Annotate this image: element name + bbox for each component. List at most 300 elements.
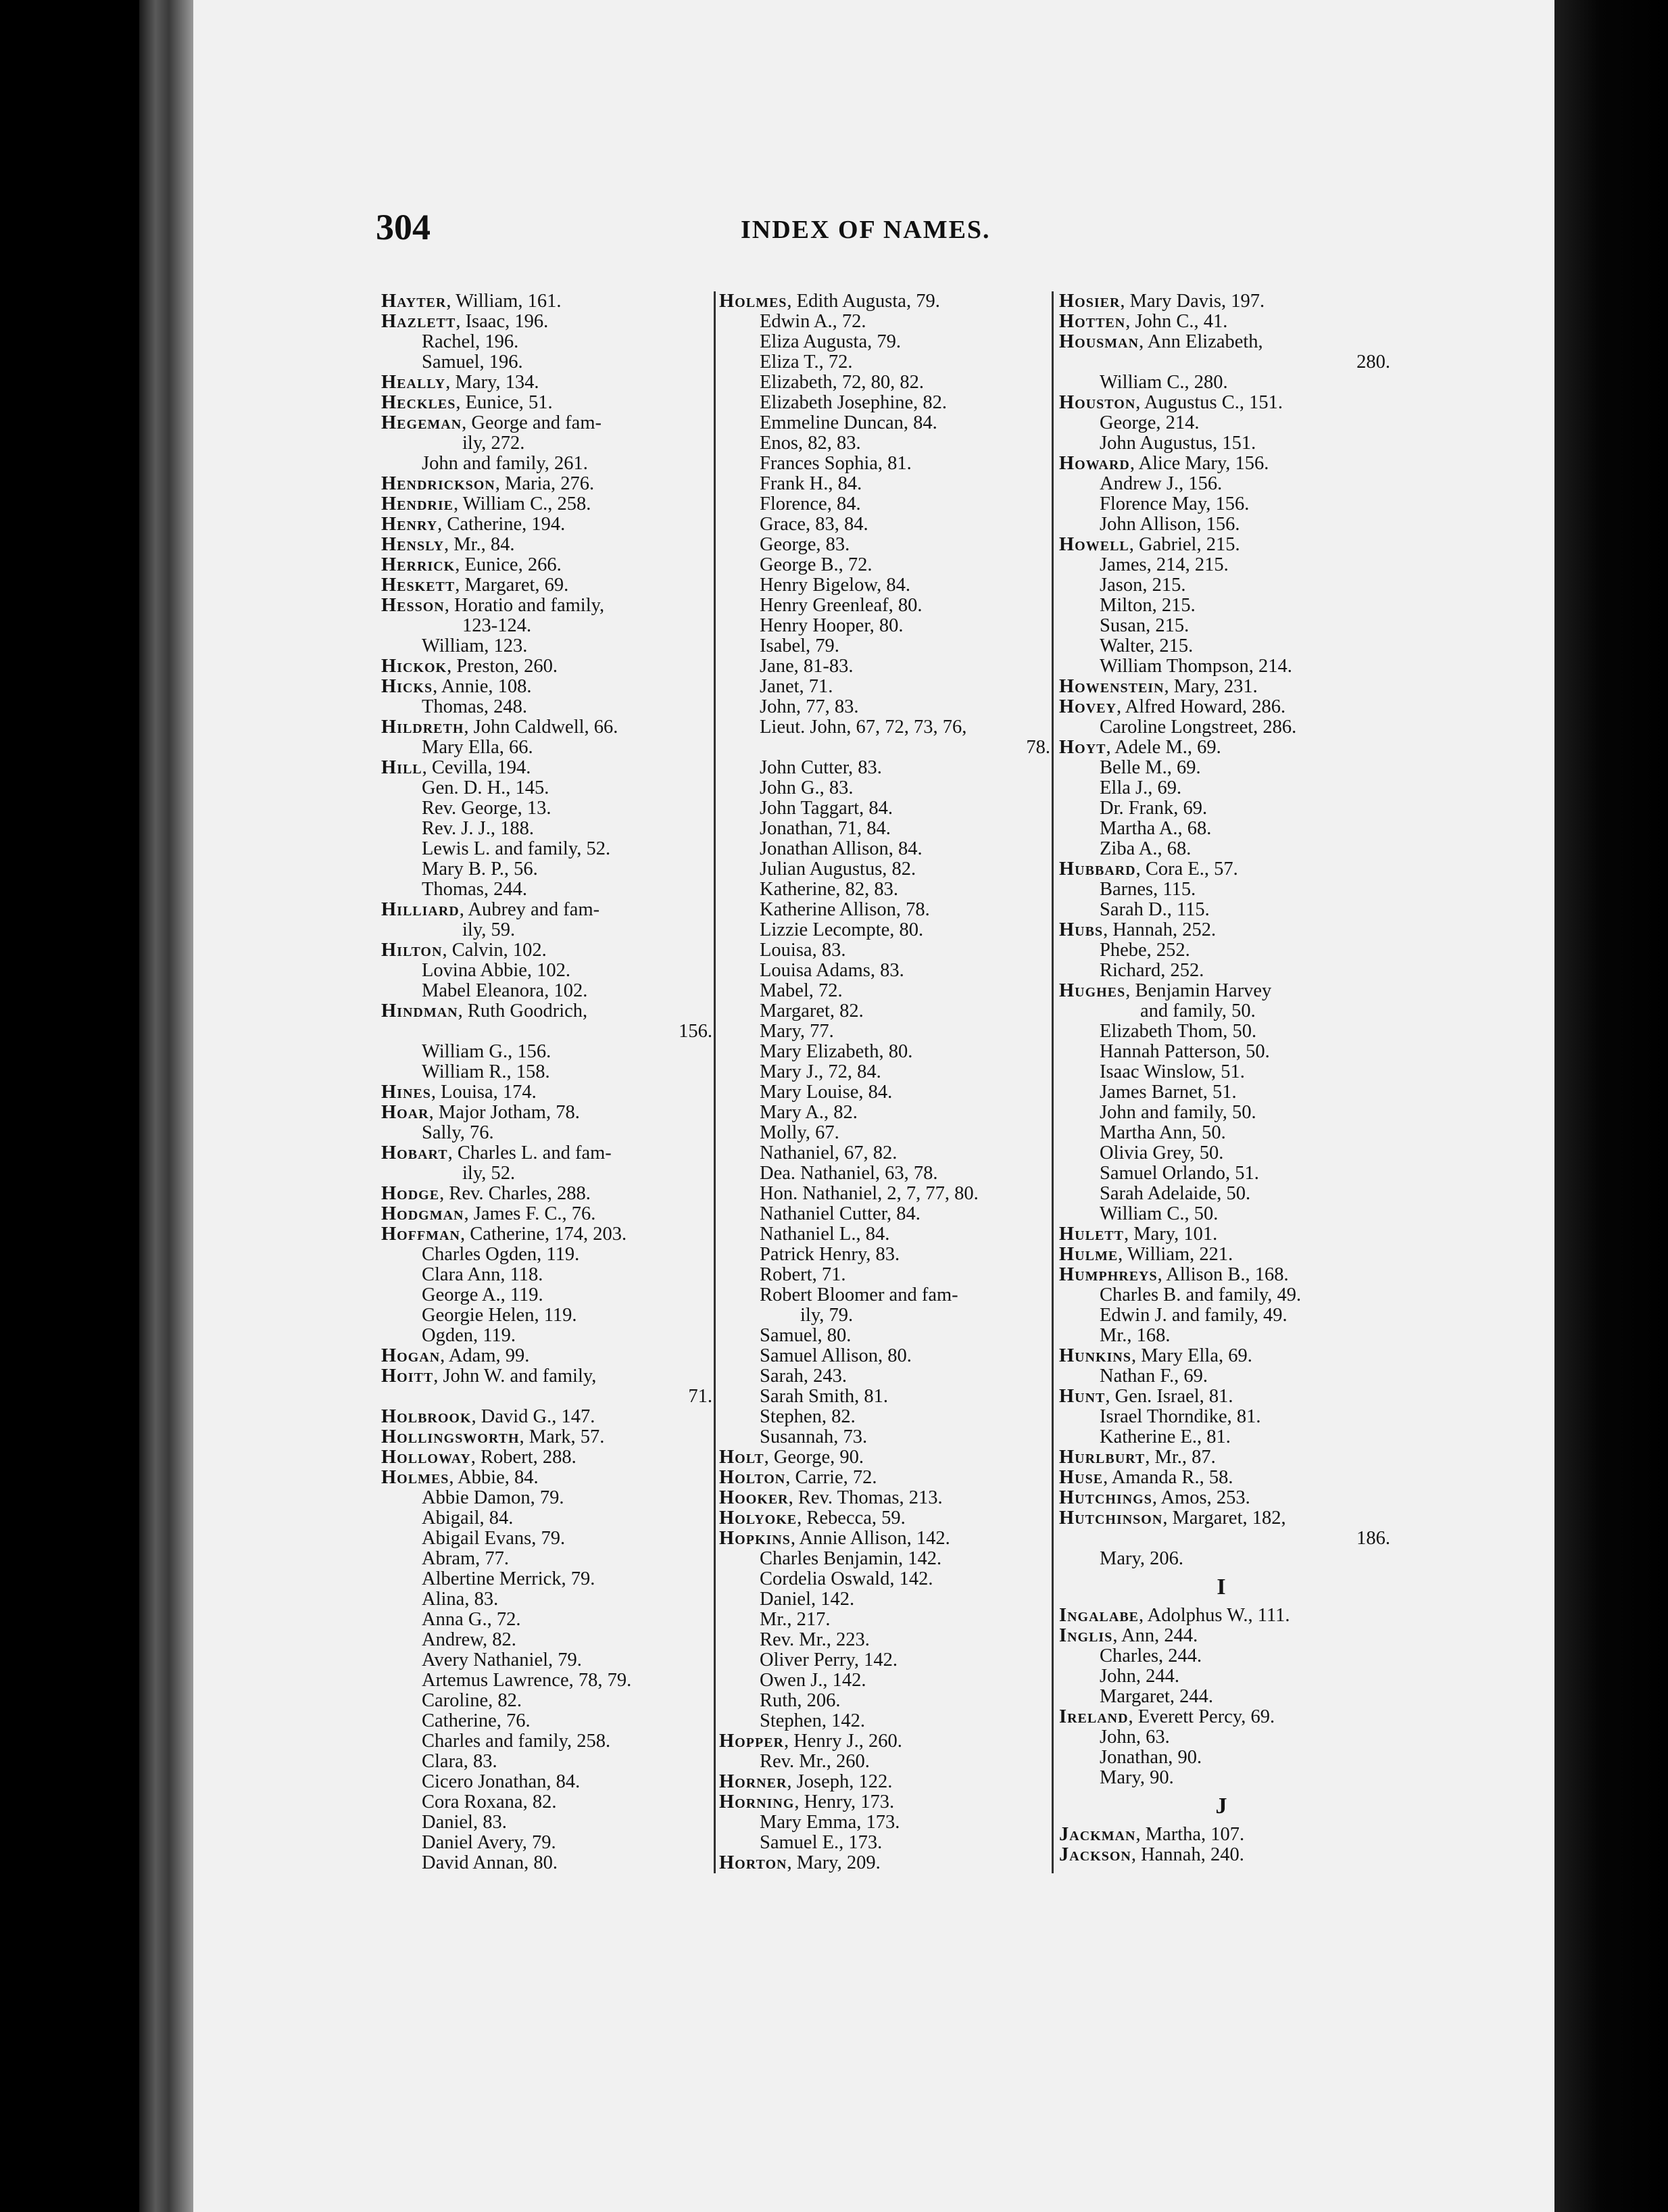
index-subentry: John Cutter, 83. [760,757,882,778]
index-subentry: Nathaniel, 67, 82. [760,1143,898,1163]
index-subentry: ily, 272. [462,433,525,454]
entry-text: , Preston, 260. [447,656,558,677]
surname: Hutchinson [1059,1508,1163,1529]
index-subentry: Eliza T., 72. [760,352,853,372]
index-subentry: Robert, 71. [760,1264,846,1285]
index-subentry: Susan, 215. [1100,615,1189,636]
index-subentry: William, 123. [422,635,528,656]
index-subentry: Clara Ann, 118. [422,1264,543,1285]
index-entry-head [1059,697,1390,717]
index-subentry: Lewis L. and family, 52. [422,838,611,859]
index-subentry: ily, 59. [462,919,516,940]
index-entry-head [1059,393,1390,413]
index-entry-head [1059,1447,1390,1468]
index-entry-head [1059,1845,1390,1865]
index-subentry: John Allison, 156. [1100,514,1240,535]
index-subentry: Abbie Damon, 79. [422,1487,564,1508]
index-entry-head [381,1407,712,1427]
index-subentry: Mabel, 72. [760,980,843,1001]
index-subentry: Martha A., 68. [1100,818,1212,839]
index-subentry: ily, 52. [462,1163,516,1184]
index-subentry: Walter, 215. [1100,635,1194,656]
index-subentry: Nathan F., 69. [1100,1366,1208,1387]
index-entry-head [381,1427,712,1447]
surname: Hoffman [381,1224,460,1245]
entry-text: , William, 221. [1118,1244,1233,1265]
entry-text: , Mary Davis, 197. [1120,291,1265,312]
entry-text: , Eunice, 51. [456,392,553,413]
entry-text: , Ann Elizabeth, [1139,331,1263,352]
column-rule [1052,291,1054,1873]
index-entry-head [1059,920,1390,940]
index-subentry: Daniel, 142. [760,1589,855,1610]
index-subentry: Mary Louise, 84. [760,1082,893,1103]
index-entry-head [381,1184,712,1204]
index-subentry: Jonathan, 71, 84. [760,818,891,839]
entry-text: , Adolphus W., 111. [1139,1605,1290,1626]
surname: Hopkins [719,1528,791,1549]
surname: Hooker [719,1487,789,1508]
running-title: INDEX OF NAMES. [741,216,991,244]
index-subentry: Edwin J. and family, 49. [1100,1305,1287,1326]
index-subentry: Nathaniel L., 84. [760,1224,890,1245]
index-subentry: John, 77, 83. [760,696,859,717]
index-subentry: Robert Bloomer and fam- [760,1284,958,1305]
index-subentry: John and family, 261. [422,453,588,474]
entry-text: , Catherine, 174, 203. [460,1224,627,1245]
entry-text: , David G., 147. [471,1406,595,1427]
entry-text: , Mr., 87. [1145,1447,1216,1468]
index-subentry: Patrick Henry, 83. [760,1244,900,1265]
entry-text: , Abbie, 84. [449,1467,539,1488]
index-subentry: Daniel, 83. [422,1812,507,1833]
index-subentry: Hannah Patterson, 50. [1100,1041,1270,1062]
entry-text: , Cora E., 57. [1135,859,1238,880]
page-header [0,0,1668,270]
entry-text: , John Caldwell, 66. [464,717,618,738]
index-subentry: Jane, 81-83. [760,656,854,677]
index-subentry: Katherine Allison, 78. [760,899,930,920]
page-number: 304 [376,207,431,247]
index-entry-head [1059,312,1390,332]
surname: Herrick [381,554,456,575]
index-subentry: Rev. Mr., 260. [760,1751,870,1772]
surname: Hesson [381,595,445,616]
surname: Houston [1059,392,1136,413]
index-entry-head [719,1792,1050,1812]
index-entry-head [381,494,712,514]
surname: Hutchings [1059,1487,1152,1508]
index-entry-head [1059,1707,1390,1727]
index-entry-head [381,1001,712,1021]
surname: Hindman [381,1001,458,1021]
index-subentry: Rev. George, 13. [422,798,551,819]
entry-text: , Annie, 108. [433,676,532,697]
index-subentry: Rev. J. J., 188. [422,818,534,839]
index-subentry: Ella J., 69. [1100,777,1182,798]
index-subentry: Margaret, 82. [760,1001,864,1021]
index-subentry: William C., 50. [1100,1203,1219,1224]
index-column-2 [719,291,1050,1873]
index-entry-head [1059,1468,1390,1488]
surname: Howenstein [1059,676,1164,697]
surname: Heckles [381,392,456,413]
surname: Hunkins [1059,1345,1131,1366]
surname: Holt [719,1447,764,1468]
index-subentry: Enos, 82, 83. [760,433,861,454]
index-subentry: Clara, 83. [422,1751,497,1772]
index-subentry: Daniel Avery, 79. [422,1832,556,1853]
index-subentry: Edwin A., 72. [760,311,866,332]
index-subentry: Henry Bigelow, 84. [760,575,910,596]
entry-text: , Horatio and family, [444,595,605,616]
index-subentry: Hon. Nathaniel, 2, 7, 77, 80. [760,1183,979,1204]
surname: Holyoke [719,1508,798,1529]
entry-text: , Louisa, 174. [431,1082,537,1103]
index-entry-head [381,940,712,961]
entry-text: , Mary, 209. [787,1852,881,1873]
entry-text: , Margaret, 69. [455,575,569,596]
index-subentry: Louisa Adams, 83. [760,960,904,981]
surname: Hodgman [381,1203,464,1224]
index-entry-head [381,1468,712,1488]
index-subentry: John Augustus, 151. [1100,433,1256,454]
facing-page-edge [1554,0,1668,2212]
index-subentry: Mr., 217. [760,1609,831,1630]
entry-text: , Aubrey and fam- [459,899,600,920]
index-entry-head [1059,1508,1390,1529]
index-entry-head [719,1468,1050,1488]
surname: Hazlett [381,311,456,332]
index-entry-head [1059,1825,1390,1845]
entry-continuation: 186. [1356,1528,1390,1549]
index-subentry: Charles B. and family, 49. [1100,1284,1302,1305]
entry-text: , Major Jotham, 78. [428,1102,580,1123]
surname: Hildreth [381,717,464,738]
entry-text: , Carrie, 72. [785,1467,877,1488]
surname: Jackson [1059,1844,1131,1865]
surname: Holbrook [381,1406,472,1427]
surname: Ingalabe [1059,1605,1139,1626]
index-subentry: Albertine Merrick, 79. [422,1568,595,1589]
index-entry-head [719,1772,1050,1792]
surname: Hosier [1059,291,1121,312]
index-entry-head [381,514,712,535]
index-entry-head [1059,535,1390,555]
entry-text: , Amos, 253. [1152,1487,1250,1508]
index-entry-head [1059,332,1390,352]
surname: Hollingsworth [381,1426,520,1447]
index-subentry: Elizabeth, 72, 80, 82. [760,372,924,393]
surname: Hendrie [381,494,453,514]
index-subentry: Sally, 76. [422,1122,494,1143]
entry-continuation: 78. [1026,737,1050,758]
entry-text: , Mark, 57. [519,1426,605,1447]
entry-text: , Maria, 276. [495,473,595,494]
index-subentry: Israel Thorndike, 81. [1100,1406,1261,1427]
surname: Heally [381,372,446,393]
index-entry-head [719,1853,1050,1873]
index-subentry: Charles Ogden, 119. [422,1244,580,1265]
index-subentry: Catherine, 76. [422,1710,531,1731]
index-subentry: Phebe, 252. [1100,940,1190,961]
index-entry-head [719,1731,1050,1752]
index-subentry: Abigail Evans, 79. [422,1528,566,1549]
index-entry-head [381,900,712,920]
index-subentry: Sarah, 243. [760,1366,848,1387]
surname: Hoitt [381,1366,434,1387]
entry-continuation: 156. [679,1021,712,1042]
index-subentry: Avery Nathaniel, 79. [422,1650,582,1670]
entry-text: , Henry, 173. [794,1792,895,1812]
entry-text: , Robert, 288. [470,1447,577,1468]
entry-text: , George and fam- [462,412,602,433]
index-entry-head [719,1447,1050,1468]
index-subentry: Richard, 252. [1100,960,1204,981]
index-subentry: Rev. Mr., 223. [760,1629,870,1650]
index-subentry: William Thompson, 214. [1100,656,1292,677]
index-subentry: ily, 79. [800,1305,854,1326]
index-subentry: Olivia Grey, 50. [1100,1143,1224,1163]
surname: Henry [381,514,438,535]
index-subentry: Susannah, 73. [760,1426,868,1447]
surname: Housman [1059,331,1139,352]
index-subentry: Cora Roxana, 82. [422,1792,557,1812]
entry-text: , John W. and family, [433,1366,597,1387]
index-subentry: John Taggart, 84. [760,798,893,819]
index-subentry: Charles and family, 258. [422,1731,611,1752]
index-subentry: Lieut. John, 67, 72, 73, 76, [760,717,967,738]
surname: Horton [719,1852,787,1873]
index-subentry: Mary Ella, 66. [422,737,533,758]
surname: Hobart [381,1143,448,1163]
index-entry-head [1059,1265,1390,1285]
surname: Inglis [1059,1625,1113,1646]
entry-text: , Alfred Howard, 286. [1116,696,1286,717]
index-entry-head [381,575,712,596]
entry-text: , Gen. Israel, 81. [1105,1386,1233,1407]
index-subentry: William G., 156. [422,1041,551,1062]
index-subentry: Charles Benjamin, 142. [760,1548,942,1569]
index-subentry: Henry Greenleaf, 80. [760,595,923,616]
entry-text: , Amanda R., 58. [1103,1467,1233,1488]
surname: Hovey [1059,696,1117,717]
index-subentry: Martha Ann, 50. [1100,1122,1226,1143]
entry-text: , William, 161. [446,291,562,312]
index-subentry: Katherine, 82, 83. [760,879,898,900]
index-subentry: George, 214. [1100,412,1200,433]
entry-text: , Ann, 244. [1112,1625,1198,1646]
index-subentry: Samuel E., 173. [760,1832,883,1853]
index-entry-head [1059,981,1390,1001]
index-subentry: and family, 50. [1140,1001,1256,1021]
index-subentry: Andrew, 82. [422,1629,516,1650]
index-entry-head [1059,1606,1390,1626]
index-subentry: Elizabeth Josephine, 82. [760,392,948,413]
index-subentry: Mary J., 72, 84. [760,1061,881,1082]
entry-text: , John C., 41. [1125,311,1228,332]
book-spine [139,0,193,2212]
index-column-1 [381,291,712,1873]
index-subentry: Caroline, 82. [422,1690,522,1711]
surname: Humphreys [1059,1264,1158,1285]
index-subentry: Dr. Frank, 69. [1100,798,1208,819]
index-subentry: Florence, 84. [760,494,861,514]
index-subentry: Ogden, 119. [422,1325,516,1346]
entry-text: , Everett Percy, 69. [1128,1706,1275,1727]
surname: Hopper [719,1731,784,1752]
index-entry-head [381,758,712,778]
surname: Hicks [381,676,433,697]
index-subentry: Ruth, 206. [760,1690,841,1711]
section-letter: J [1215,1794,1227,1819]
index-subentry: Samuel, 80. [760,1325,852,1346]
surname: Hogan [381,1345,441,1366]
index-subentry: Samuel, 196. [422,352,523,372]
index-subentry: Sarah D., 115. [1100,899,1210,920]
index-subentry: Emmeline Duncan, 84. [760,412,937,433]
index-subentry: David Annan, 80. [422,1852,558,1873]
surname: Hulme [1059,1244,1119,1265]
surname: Hilliard [381,899,460,920]
entry-text: , Rebecca, 59. [797,1508,906,1529]
surname: Hughes [1059,980,1126,1001]
entry-text: , Hannah, 240. [1131,1844,1244,1865]
surname: Hickok [381,656,447,677]
index-entry-head [1059,738,1390,758]
index-entry-head [1059,1626,1390,1646]
index-subentry: Artemus Lawrence, 78, 79. [422,1670,632,1691]
entry-text: , Annie Allison, 142. [790,1528,950,1549]
index-subentry: John G., 83. [760,777,854,798]
surname: Hurlburt [1059,1447,1146,1468]
entry-continuation: 71. [688,1386,712,1407]
entry-text: , James F. C., 76. [464,1203,596,1224]
index-subentry: John and family, 50. [1100,1102,1256,1123]
index-entry-head [381,677,712,697]
entry-text: , Margaret, 182, [1162,1508,1286,1529]
index-subentry: Grace, 83, 84. [760,514,868,535]
index-entry-head [1059,291,1390,312]
index-subentry: Thomas, 248. [422,696,527,717]
index-subentry: John, 63. [1100,1727,1170,1748]
entry-text: , Ruth Goodrich, [458,1001,588,1021]
entry-continuation: 280. [1356,352,1390,372]
index-subentry: William C., 280. [1100,372,1228,393]
surname: Hotten [1059,311,1126,332]
entry-text: , Isaac, 196. [456,311,549,332]
index-subentry: Mary, 90. [1100,1767,1174,1788]
surname: Hoyt [1059,737,1106,758]
column-rule [714,291,716,1873]
entry-text: , Augustus C., 151. [1135,392,1283,413]
index-subentry: William R., 158. [422,1061,550,1082]
index-entry-head [381,1346,712,1366]
index-entry-head [381,1447,712,1468]
index-entry-head [381,717,712,738]
entry-text: , Mr., 84. [444,534,515,555]
index-subentry: Barnes, 115. [1100,879,1196,900]
index-subentry: Jonathan, 90. [1100,1747,1202,1768]
index-subentry: Mary B. P., 56. [422,859,538,880]
index-subentry: Stephen, 142. [760,1710,865,1731]
entry-text: , Edith Augusta, 79. [787,291,940,312]
index-subentry: Thomas, 244. [422,879,527,900]
index-subentry: Julian Augustus, 82. [760,859,916,880]
surname: Hubs [1059,919,1104,940]
entry-text: , Joseph, 122. [787,1771,893,1792]
index-subentry: Margaret, 244. [1100,1686,1214,1707]
index-entry-head [381,656,712,677]
index-entry-head [1059,454,1390,474]
index-subentry: Katherine E., 81. [1100,1426,1231,1447]
index-subentry: Elizabeth Thom, 50. [1100,1021,1257,1042]
surname: Hensly [381,534,445,555]
entry-text: , Eunice, 266. [455,554,562,575]
surname: Hendrickson [381,473,495,494]
index-subentry: Samuel Allison, 80. [760,1345,912,1366]
index-subentry: Henry Hooper, 80. [760,615,904,636]
index-entry-head [381,535,712,555]
entry-text: , George, 90. [764,1447,864,1468]
entry-text: , Mary Ella, 69. [1131,1345,1252,1366]
entry-text: , Rev. Charles, 288. [439,1183,591,1204]
index-subentry: Mr., 168. [1100,1325,1171,1346]
index-subentry: Jason, 215. [1100,575,1186,596]
surname: Howell [1059,534,1129,555]
index-subentry: Lovina Abbie, 102. [422,960,571,981]
index-subentry: Mary Elizabeth, 80. [760,1041,913,1062]
index-entry-head [381,1143,712,1163]
surname: Hodge [381,1183,440,1204]
index-subentry: Janet, 71. [760,676,833,697]
index-subentry: Sarah Smith, 81. [760,1386,888,1407]
surname: Howard [1059,453,1130,474]
index-subentry: Belle M., 69. [1100,757,1201,778]
index-subentry: George B., 72. [760,554,873,575]
entry-text: , Benjamin Harvey [1125,980,1272,1001]
index-entry-head [381,1103,712,1123]
surname: Horning [719,1792,795,1812]
surname: Holloway [381,1447,471,1468]
index-entry-head [1059,1387,1390,1407]
index-subentry: Mary, 77. [760,1021,834,1042]
index-subentry: Caroline Longstreet, 286. [1100,717,1297,738]
index-subentry: Alina, 83. [422,1589,499,1610]
index-subentry: Ziba A., 68. [1100,838,1192,859]
index-entry-head [381,1204,712,1224]
index-subentry: Mabel Eleanora, 102. [422,980,588,1001]
index-entry-head [381,596,712,616]
index-subentry: Cicero Jonathan, 84. [422,1771,581,1792]
section-letter: I [1217,1574,1226,1600]
surname: Hubbard [1059,859,1136,880]
index-entry-head [381,312,712,332]
entry-text: , Mary, 134. [445,372,539,393]
index-subentry: Mary Emma, 173. [760,1812,900,1833]
index-subentry: Mary A., 82. [760,1102,858,1123]
surname: Hill [381,757,422,778]
entry-text: , Calvin, 102. [442,940,547,961]
index-entry-head [381,555,712,575]
surname: Hegeman [381,412,462,433]
index-subentry: Andrew J., 156. [1100,473,1223,494]
index-subentry: Isabel, 79. [760,635,839,656]
entry-text: , Hannah, 252. [1103,919,1217,940]
index-subentry: Abigail, 84. [422,1508,514,1529]
index-entry-head [719,1529,1050,1549]
entry-text: , Mary, 231. [1164,676,1258,697]
